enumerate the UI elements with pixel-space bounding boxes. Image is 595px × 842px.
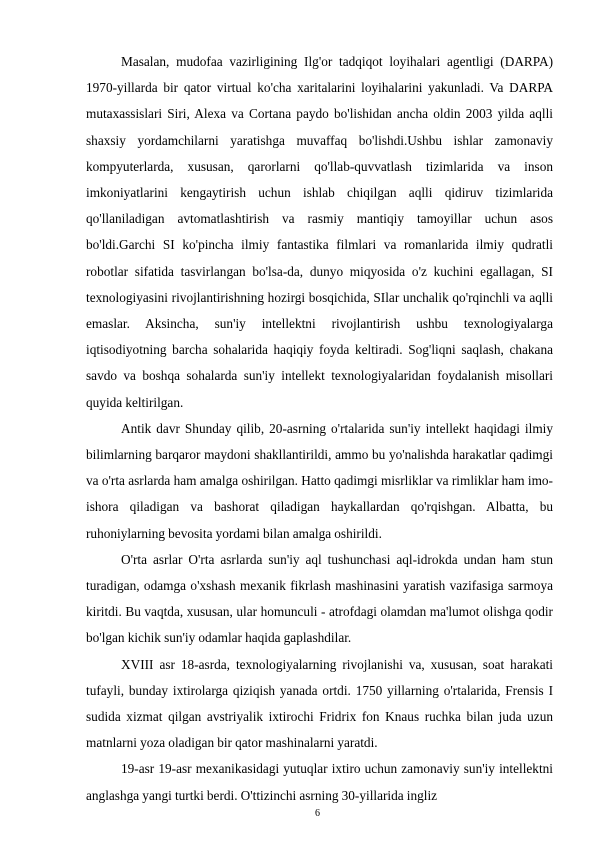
paragraph-antiquity: Antik davr Shunday qilib, 20-asrning o'rtalarida sun'iy intellekt haqidagi ilmiy bilimlarning barqaror maydoni shakllantirildi, ammo bu yo'nalishda harakatlar qadimgi va o'rta asrlarda ham amalga oshirilgan. Hatto qadimgi misrliklar va rimliklar ham imo-ishora qiladigan va bashorat qiladigan haykallardan qo'rqishgan. Albatta, bu ruhoniylarning bevosita yordami bilan amalga oshirildi. (86, 420, 553, 541)
paragraph-darpa: Masalan, mudofaa vazirligining Ilg'or tadqiqot loyihalari agentligi (DARPA) 1970-yillarda bir qator virtual ko'cha xaritalarini loyihalarini yakunladi. Va DARPA mutaxassislari Siri, Alexa va Cortana paydo bo'lishidan ancha oldin 2003 yilda aqlli shaxsiy yordamchilarni yaratishga muvaffaq bo'lishdi.Ushbu ishlar zamonaviy kompyuterlarda, xususan, qarorlarni qo'llab-quvvatlash tizimlarida va inson imkoniyatlarini kengaytirish uchun ishlab chiqilgan aqlli qidiruv tizimlarida qo'llaniladigan avtomatlashtirish va rasmiy mantiqiy tamoyillar uchun asos bo'ldi.Garchi SI ko'pincha ilmiy fantastika filmlari va romanlarida ilmiy qudratli robotlar sifatida tasvirlangan bo'lsa-da, dunyo miqyosida o'z kuchini egallagan, SI texnologiyasini rivojlantirishning hozirgi bosqichida, SIlar unchalik qo'rqinchli va aqlli emaslar. Aksincha, sun'iy intellektni rivojlantirish ushbu texnologiyalarga iqtisodiyotning barcha sohalarida haqiqiy foyda keltiradi. Sog'liqni saqlash, chakana savdo va boshqa sohalarda sun'iy intellekt texnologiyalaridan foydalanish misollari quyida keltirilgan. (86, 54, 553, 410)
paragraph-middle-ages: O'rta asrlar O'rta asrlarda sun'iy aql tushunchasi aql-idrokda undan ham stun turadigan, odamga o'xshash mexanik fikrlash mashinasini yaratish vazifasiga sarmoya kiritdi. Bu vaqtda, xususan, ular homunculi - atrofdagi olamdan ma'lumot olishga qodir bo'lgan kichik sun'iy odamlar haqida gaplashdilar. (86, 551, 553, 646)
paragraph-19th-century: 19-asr 19-asr mexanikasidagi yutuqlar ixtiro uchun zamonaviy sun'iy intellektni anglashga yangi turtki berdi. O'ttizinchi asrning 30-yillarida ingliz (86, 761, 553, 803)
paragraph-18th-century: XVIII asr 18-asrda, texnologiyalarning rivojlanishi va, xususan, soat harakati tufayli, bunday ixtirolarga qiziqish yanada ortdi. 1750 yillarning o'rtalarida, Frensis I sudida xizmat qilgan avstriyalik ixtirochi Fridrix fon Knaus ruchka bilan juda uzun matnlarni yoza oladigan bir qator mashinalarni yaratdi. (86, 656, 553, 751)
page-number: 6 (315, 808, 320, 819)
document-page (86, 49, 553, 809)
